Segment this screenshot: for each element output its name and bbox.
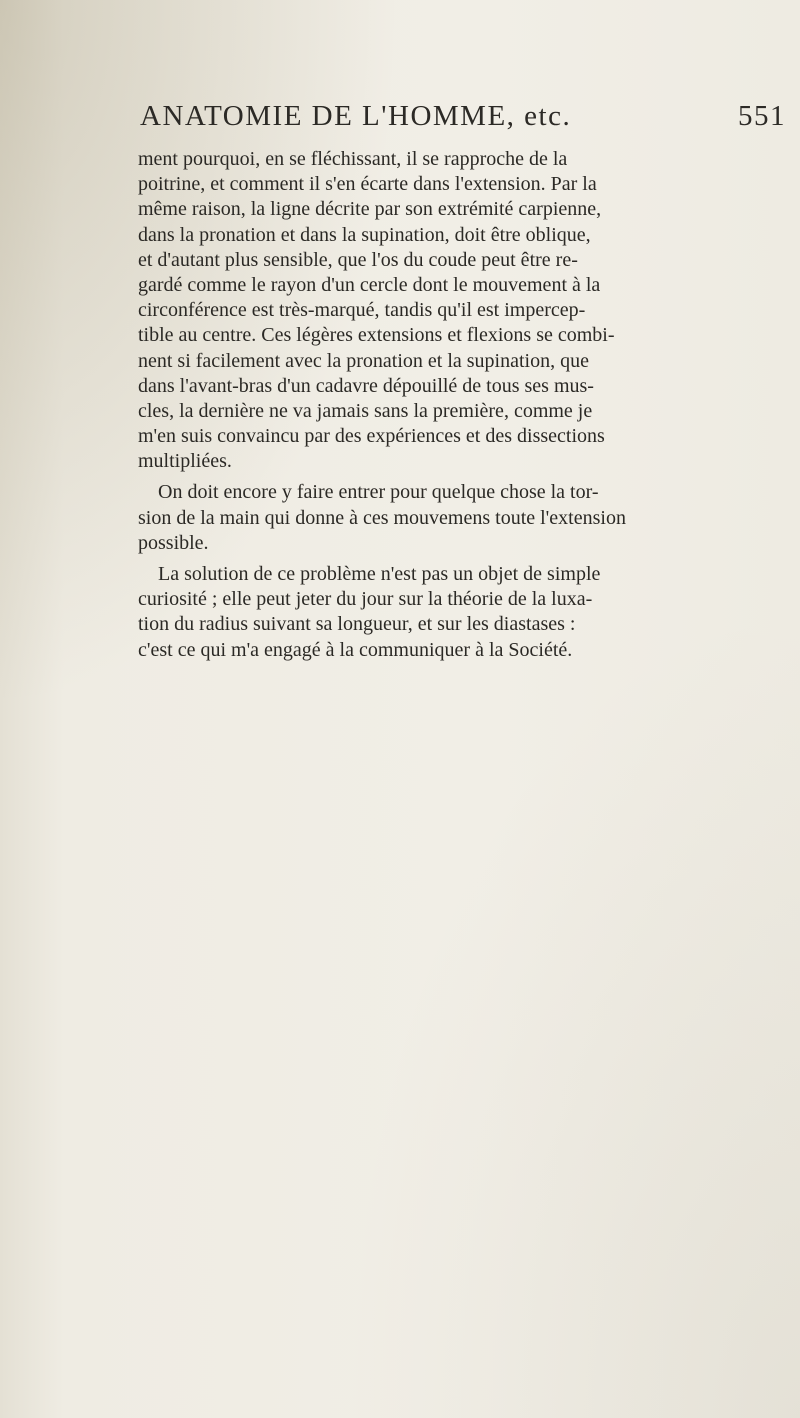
text-line: et d'autant plus sensible, que l'os du coude peut être re- — [138, 248, 578, 271]
text-line: dans la pronation et dans la supination, doit être oblique, — [138, 223, 591, 246]
paragraph-2 — [138, 480, 778, 556]
text-line: cles, la dernière ne va jamais sans la première, comme je — [138, 399, 593, 422]
paragraph-3 — [138, 562, 778, 663]
text-line: circonférence est très-marqué, tandis qu'il est impercep- — [138, 299, 586, 322]
text-line: m'en suis convaincu par des expériences et des dissections — [138, 425, 605, 448]
text-line: gardé comme le rayon d'un cercle dont le mouvement à la — [138, 273, 601, 296]
running-head — [140, 100, 800, 136]
text-line: multipliées. — [138, 450, 232, 473]
text-line: dans l'avant-bras d'un cadavre dépouillé de tous ses mus- — [138, 374, 594, 397]
text-line: curiosité ; elle peut jeter du jour sur la théorie de la luxa- — [138, 588, 593, 611]
text-line: tion du radius suivant sa longueur, et sur les diastases : — [138, 613, 576, 636]
text-line: La solution de ce problème n'est pas un objet de simple — [158, 563, 601, 585]
text-line: poitrine, et comment il s'en écarte dans l'extension. Par la — [138, 173, 597, 196]
text-line: possible. — [138, 531, 209, 554]
running-title: ANATOMIE DE L'HOMME, etc. — [140, 100, 572, 132]
text-line: tible au centre. Ces légères extensions et flexions se combi- — [138, 324, 615, 347]
body-text — [138, 147, 778, 663]
text-line: nent si facilement avec la pronation et la supination, que — [138, 349, 589, 372]
text-line: On doit encore y faire entrer pour quelque chose la tor- — [158, 481, 599, 504]
text-line: c'est ce qui m'a engagé à la communiquer à la Société. — [138, 638, 573, 661]
text-line: sion de la main qui donne à ces mouvemens toute l'extension — [138, 506, 626, 529]
text-line: même raison, la ligne décrite par son extrémité carpienne, — [138, 198, 602, 221]
page-number: 551 — [738, 100, 786, 132]
text-line: ment pourquoi, en se fléchissant, il se rapproche de la — [138, 148, 568, 170]
paragraph-1 — [138, 147, 778, 474]
